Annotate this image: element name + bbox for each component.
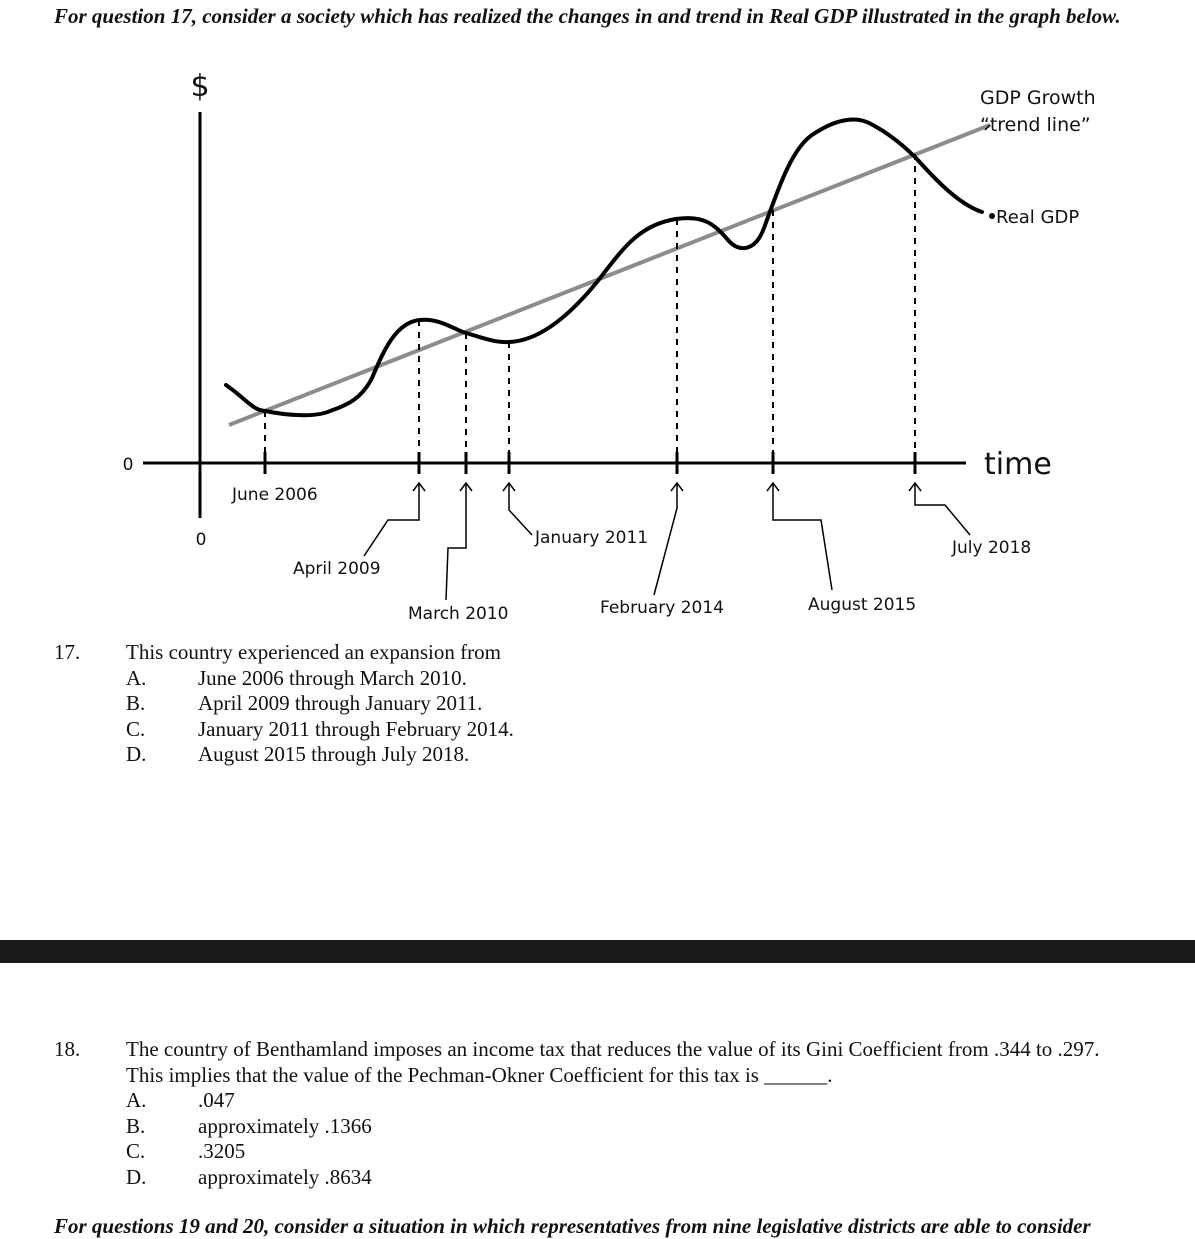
real-gdp-label: Real GDP: [996, 207, 1080, 228]
intro-text: For question 17, consider a society which has realized the changes in and trend in Real GDP illustrated in the graph below.: [54, 4, 1121, 28]
option-letter: B.: [126, 691, 146, 715]
date-label-february-2014: February 2014: [600, 598, 724, 618]
x-origin-label: 0: [195, 530, 207, 550]
date-label-january-2011: January 2011: [535, 528, 649, 548]
date-label-april-2009: April 2009: [293, 559, 381, 579]
option-letter: A.: [126, 665, 147, 690]
trend-line-label: GDP Growth: [980, 87, 1096, 109]
cutoff-text: For questions 19 and 20, consider a situation in which representatives from nine legislative districts are able to consider: [54, 1214, 1091, 1238]
page-divider: [0, 940, 1195, 963]
gdp-graph: [0, 55, 1195, 635]
date-label-july-2018: July 2018: [952, 538, 1032, 558]
option-text: approximately .1366: [198, 1113, 372, 1138]
date-label-june-2006: June 2006: [232, 485, 318, 505]
question-number: 17.: [54, 640, 81, 664]
option-letter: A.: [126, 1088, 147, 1112]
option-text: April 2009 through January 2011.: [198, 691, 483, 715]
option-text: June 2006 through March 2010.: [198, 665, 467, 690]
question-stem: This country experienced an expansion from: [126, 640, 501, 664]
question-18: [54, 1037, 1174, 1197]
arrow-leaders: [364, 125, 990, 600]
option-text: approximately .8634: [198, 1164, 372, 1189]
question-stem-line: This implies that the value of the Pechman-Okner Coefficient for this tax is ______.: [126, 1062, 833, 1087]
real-gdp-curve: [226, 120, 982, 416]
option-text: .047: [198, 1088, 235, 1112]
option-letter: C.: [126, 716, 146, 741]
curve-end-dot: [989, 213, 995, 219]
leader-january-2011: [509, 483, 532, 535]
date-label-march-2010: March 2010: [408, 604, 509, 624]
y-origin-label: 0: [122, 455, 134, 475]
option-letter: C.: [126, 1139, 146, 1163]
date-label-august-2015: August 2015: [808, 595, 917, 615]
question-number: 18.: [54, 1037, 81, 1061]
leader-august-2015: [773, 483, 832, 590]
trend-line-label: “trend line”: [980, 114, 1091, 136]
x-axis-label: time: [984, 447, 1052, 482]
question-stem-line: The country of Benthamland imposes an income tax that reduces the value of its Gini Coefficient from .344 to .297.: [126, 1037, 1100, 1061]
option-text: August 2015 through July 2018.: [198, 742, 470, 766]
question-17: [54, 640, 1174, 775]
option-text: .3205: [198, 1139, 246, 1163]
drop-lines: [265, 154, 915, 463]
trend-line: [229, 125, 990, 425]
option-letter: D.: [126, 742, 147, 766]
option-text: January 2011 through February 2014.: [198, 716, 514, 741]
y-axis-symbol: $: [190, 69, 210, 104]
leader-april-2009: [364, 483, 419, 556]
leader-march-2010: [446, 483, 466, 600]
option-letter: D.: [126, 1164, 147, 1189]
option-letter: B.: [126, 1113, 146, 1138]
leader-february-2014: [654, 483, 677, 595]
leader-july-2018: [915, 483, 970, 535]
